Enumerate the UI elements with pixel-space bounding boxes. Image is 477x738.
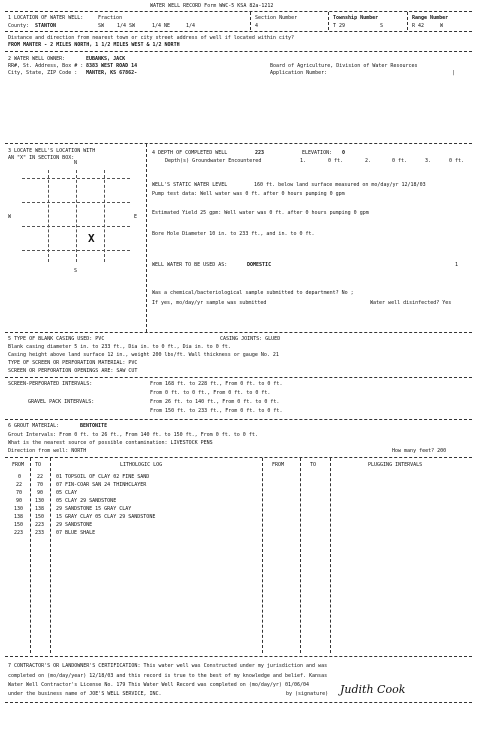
section-locator-grid — [8, 156, 140, 282]
log-to: 223 — [35, 522, 45, 528]
use-value: DOMESTIC — [247, 262, 272, 268]
log-to: 150 — [35, 514, 45, 520]
casing-joints: CASING JOINTS: GLUED — [220, 336, 281, 342]
locate-label-2: AN "X" IN SECTION BOX: — [8, 155, 75, 161]
log-from: 70 — [16, 490, 23, 496]
grout-value: BENTONITE — [80, 423, 108, 429]
elevation-label: ELEVATION: — [302, 150, 333, 156]
fraction-4: 1/4 — [186, 23, 196, 29]
screen-openings: SCREEN OR PERFORATION OPENINGS ARE: SAW CUT — [8, 368, 138, 374]
pump-test: Pump test data: Well water was 0 ft. after 0 hours pumping 0 gpm — [152, 191, 345, 197]
log-header-from: FROM — [12, 462, 25, 468]
casing-height: Casing height above land surface 12 in., weight 200 lbs/ft. Wall thickness or gauge No. 21 — [8, 352, 279, 358]
application-label: Application Number: — [270, 70, 328, 76]
form-header: WATER WELL RECORD Form WWC-5 KSA 82a-1212 — [150, 3, 274, 9]
distance-value: FROM MANTER - 2 MILES NORTH, 1 1/2 MILES WEST & 1/2 NORTH — [8, 42, 180, 48]
screen-row-1: From 168 ft. to 228 ft., From 0 ft. to 0 ft. — [150, 381, 283, 387]
compass-n: N — [74, 160, 78, 166]
owner-label: 2 WATER WELL OWNER: — [8, 56, 66, 62]
log-to: 233 — [35, 530, 45, 536]
log-to: 90 — [37, 490, 44, 496]
range-value: R 42 — [412, 23, 425, 29]
township-dir: S — [380, 23, 384, 29]
log-header-plug-from: FROM — [272, 462, 285, 468]
depth-label: 4 DEPTH OF COMPLETED WELL — [152, 150, 228, 156]
static-label: WELL'S STATIC WATER LEVEL — [152, 182, 228, 188]
chem-date: If yes, mo/day/yr sample was submitted — [152, 300, 267, 306]
gravel-row-2: From 150 ft. to 233 ft., From 0 ft. to 0 ft. — [150, 408, 283, 414]
elevation-value: 0 — [342, 150, 346, 156]
chem-sample: Was a chemical/bacteriological sample submitted to department? No ; — [152, 290, 354, 296]
compass-w: W — [8, 214, 12, 220]
screen-row-2: From 0 ft. to 0 ft., From 0 ft. to 0 ft. — [150, 390, 271, 396]
compass-e: E — [134, 214, 138, 220]
certification-line-2: completed on (mo/day/year) 12/18/03 and this record is true to the best of my knowledge and belief. Kansas — [8, 673, 328, 679]
estimated-yield: Estimated Yield 25 gpm: Well water was 0 ft. after 0 hours pumping 0 gpm — [152, 210, 369, 216]
log-header-plug-to: TO — [310, 462, 317, 468]
log-description: 07 FIN-COAR SAN 24 THINHCLAYER — [56, 482, 147, 488]
screen-label: SCREEN-PERFORATED INTERVALS: — [8, 381, 93, 387]
log-to: 70 — [37, 482, 44, 488]
grout-intervals: Grout Intervals: From 0 ft. to 26 ft., From 140 ft. to 150 ft., From 0 ft. to 0 ft. — [8, 432, 258, 438]
log-from: 150 — [14, 522, 24, 528]
divider — [5, 11, 472, 12]
county-label: County: — [8, 23, 30, 29]
bore-hole-diameter: Bore Hole Diameter 10 in. to 233 ft., and in. to 0 ft. — [152, 231, 315, 237]
log-from: 22 — [16, 482, 23, 488]
casing-diameter: Blank casing diameter 5 in. to 233 ft., Dia in. to 0 ft., Dia in. to 0 ft. — [8, 344, 231, 350]
log-description: 29 SANDSTONE — [56, 522, 93, 528]
disinfected: Water well disinfected? Yes — [370, 300, 452, 306]
log-from: 90 — [16, 498, 23, 504]
log-description: 15 GRAY CLAY 05 CLAY 29 SANDSTONE — [56, 514, 156, 520]
city-value: MANTER, KS 67862- — [86, 70, 138, 76]
log-header-lithologic: LITHOLOGIC LOG — [120, 462, 163, 468]
township-value: T 29 — [333, 23, 346, 29]
board-label: Board of Agriculture, Division of Water Resources — [270, 63, 418, 69]
log-description: 05 CLAY 29 SANDSTONE — [56, 498, 117, 504]
log-from: 138 — [14, 514, 24, 520]
log-description: 29 SANDSTONE 15 GRAY CLAY — [56, 506, 132, 512]
county-value: STANTON — [35, 23, 57, 29]
fraction-2: 1/4 SW — [117, 23, 136, 29]
log-header-to: TO — [35, 462, 42, 468]
static-value: 160 ft. below land surface measured on mo/day/yr 12/18/03 — [254, 182, 426, 188]
log-description: 05 CLAY — [56, 490, 78, 496]
city-label: City, State, ZIP Code : — [8, 70, 78, 76]
range-dir: W — [440, 23, 444, 29]
log-description: 07 BLUE SHALE — [56, 530, 96, 536]
casing-type: 5 TYPE OF BLANK CASING USED: PVC — [8, 336, 105, 342]
log-header-plugging: PLUGGING INTERVALS — [368, 462, 423, 468]
signature-label: by (signature) — [286, 691, 329, 697]
use-label: WELL WATER TO BE USED AS: — [152, 262, 228, 268]
range-label: Range Number — [412, 15, 449, 21]
groundwater-label: Depth(s) Groundwater Encountered — [165, 158, 262, 164]
address-label: RR#, St. Address, Box # : — [8, 63, 84, 69]
fraction-label: Fraction — [98, 15, 123, 21]
section-value: 4 — [255, 23, 259, 29]
log-to: 130 — [35, 498, 45, 504]
screen-material: TYPE OF SCREEN OR PERFORATION MATERIAL: PVC — [8, 360, 138, 366]
gravel-label: GRAVEL PACK INTERVALS: — [28, 399, 95, 405]
location-label: 1 LOCATION OF WATER WELL: — [8, 15, 84, 21]
fraction-1: SW — [98, 23, 105, 29]
log-from: 130 — [14, 506, 24, 512]
distance-label: Distance and direction from nearest town or city street address of well if located within city? — [8, 35, 294, 41]
log-to: 22 — [37, 474, 44, 480]
compass-s: S — [74, 268, 78, 274]
certification-line-1: 7 CONTRACTOR'S OR LANDOWNER'S CERTIFICATION: This water well was Constructed under my jurisdiction and was — [8, 663, 328, 669]
locate-label-1: 3 LOCATE WELL'S LOCATION WITH — [8, 148, 96, 154]
certification-line-3: Water Well Contractor's License No. 179 This Water Well Record was completed on (mo/day/yr) 01/06/04 — [8, 682, 310, 688]
how-many-feet: How many feet? 200 — [392, 448, 447, 454]
depth-value: 223 — [255, 150, 265, 156]
township-label: Township Number — [333, 15, 379, 21]
section-label: Section Number — [255, 15, 298, 21]
address-value: 8383 WEST ROAD 14 — [86, 63, 138, 69]
contamination-source: What is the nearest source of possible contamination: LIVESTOCK PENS — [8, 440, 213, 446]
certification-line-4: under the business name of JOE'S WELL SERVICE, INC. — [8, 691, 162, 697]
signature: Judith Cook — [340, 683, 406, 696]
log-description: 01 TOPSOIL OF CLAY 02 FINE SAND — [56, 474, 150, 480]
fraction-3: 1/4 NE — [152, 23, 171, 29]
direction-from-well: Direction from well: NORTH — [8, 448, 87, 454]
log-from: 0 — [18, 474, 22, 480]
owner-value: EUBANKS, JACK — [86, 56, 126, 62]
log-from: 223 — [14, 530, 24, 536]
gravel-row-1: From 26 ft. to 140 ft., From 0 ft. to 0 ft. — [150, 399, 280, 405]
log-to: 138 — [35, 506, 45, 512]
grout-label: 6 GROUT MATERIAL: — [8, 423, 60, 429]
water-well-record-form: WATER WELL RECORD Form WWC-5 KSA 82a-1212 1 LOCATION OF WATER WELL: Fraction Section Number Township Number Range Number County: STANTON SW 1/4 SW 1/4 NE 1/4 4 T 29 S R 42 W Distance and direction from nearest town or city street address of well if located within city? FROM MANTER - 2 MILES NORTH, 1 1/2 MILES WEST & 1/2 NORTH 2 WATER WELL OWNER: EUBANKS, JACK RR#, St. Address, Box # : 8383 WEST ROAD 14 Board of Agriculture, Division of Water Resources City, State, ZIP Code : MANTER, KS 67862- Application Number: | 3 LOCATE WELL'S LOCATION WITH AN "X" IN SECTION BOX: X N S W E 4 DEPTH OF COMPLETED WELL 223 ELEVATION: 0 Depth(s) Groundwater Encountered 1. 0 ft. 2. 0 ft. 3. 0 ft. WELL'S STATIC WATER LEVEL 160 ft. below land surface measured on mo/day/yr 12/18/03 Pump test data: Well water was 0 ft. after 0 hours pumping 0 gpm Estimated Yield 25 gpm: Well water was 0 ft. after 0 hours pumping 0 gpm Bore Hole Diameter 10 in. to 233 ft., and in. to 0 ft. WELL WATER TO BE USED AS: DOMESTIC 1 Was a chemical/bacteriological sample submitted to department? No ; If yes, mo/day/yr sample was submitted Water well disinfected? Yes 5 TYPE OF BLANK CASING USED: PVC CASING JOINTS: GLUED Blank casing diameter 5 in. to 233 ft., Dia in. to 0 ft., Dia in. to 0 ft. Casing height above land surface 12 in., weight 200 lbs/ft. Wall thickness or gauge No. 21 TYPE OF SCREEN OR PERFORATION MATERIAL: PVC SCREEN OR PERFORATION OPENINGS ARE: SAW CUT SCREEN-PERFORATED INTERVALS: From 168 ft. to 228 ft., From 0 ft. to 0 ft. From 0 ft. to 0 ft., From 0 ft. to 0 ft. GRAVEL PACK INTERVALS: From 26 ft. to 140 ft., From 0 ft. to 0 ft. From 150 ft. to 233 ft., From 0 ft. to 0 ft. 6 GROUT MATERIAL: BENTONITE Grout Intervals: From 0 ft. to 26 ft., From 140 ft. to 150 ft., From 0 ft. to 0 ft. What is the nearest source of possible contamination: LIVESTOCK PENS Direction from well: NORTH How many feet? 200 FROM TO LITHOLOGIC LOG FROM TO PLUGGING INTERVALS 0 22 01 TOPSOIL OF CLAY 02 FINE SAND 22 70 07 FIN-COAR SAN 24 THINHCLAYER 70 90 05 CLAY 90 130 05 CLAY 29 SANDSTONE 130 138 29 SANDSTONE 15 GRAY CLAY 138 150 15 GRAY CLAY 05 CLAY 29 SANDSTONE 150 223 29 SANDSTONE 223 233 07 BLUE SHALE 7 CONTRACTOR'S OR LANDOWNER'S CERTIFICATION: This water well was Constructed under my jurisdiction and was completed on (mo/day/year) 12/18/03 and this record is true to the best of my knowledge and belief. Kansas Water Well Contractor's License No. 179 This Water Well Record was completed on (mo/day/yr) 01/06/04 under the business name of JOE'S WELL SERVICE, INC. by (signature) Judith Cook — [0, 0, 477, 738]
well-location-x-mark: X — [88, 232, 95, 245]
